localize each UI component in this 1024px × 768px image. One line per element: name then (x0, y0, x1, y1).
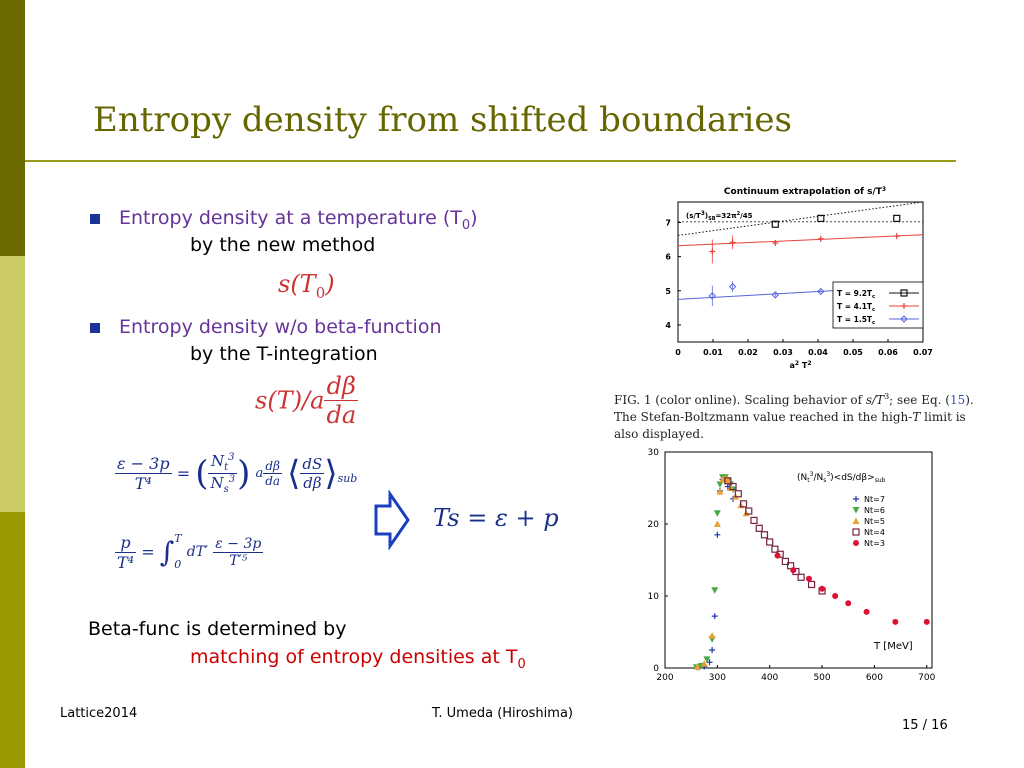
right-arrow-icon (372, 490, 412, 550)
data-point (819, 586, 825, 592)
formula-thermodynamic-relation: Ts = ε + p (433, 504, 559, 532)
data-point (709, 249, 715, 255)
bullet-2-text: Entropy density w/o beta-function (119, 316, 442, 338)
data-point (775, 553, 781, 559)
data-point (712, 613, 718, 619)
y-tick-label: 20 (647, 520, 659, 530)
data-point (809, 581, 815, 587)
data-point (714, 510, 721, 517)
x-tick-label: 300 (708, 673, 726, 683)
sb-label: $(s/T3)_{SB}=32\pi^2/45$ (686, 210, 753, 222)
data-point (709, 647, 715, 653)
x-tick-label: 700 (918, 673, 936, 683)
x-axis-label: T [MeV] (874, 641, 913, 652)
legend-marker (853, 518, 860, 525)
x-tick-label: 0.02 (738, 348, 758, 357)
data-point (806, 576, 812, 582)
bullet-2-subtext: by the T-integration (190, 343, 378, 365)
chart-title: Continuum extrapolation of $s/T^3$ (723, 186, 887, 197)
data-point (894, 233, 900, 239)
x-tick-label: 400 (761, 673, 779, 683)
y-tick-label: 0 (653, 664, 659, 674)
formula-s-T-over-a: s(T)/a $\frac{d\beta}{da}$ (255, 372, 357, 429)
data-point (798, 574, 804, 580)
bullet-square-icon (90, 323, 100, 333)
formula-s-T0: $s(T_0)$ (278, 270, 335, 302)
sidebar-bar-light (0, 256, 25, 512)
y-tick-label: 6 (665, 252, 671, 262)
data-point (832, 593, 838, 599)
y-tick-label: 10 (647, 592, 659, 602)
plot-frame (665, 452, 932, 668)
data-point (767, 539, 773, 545)
beta-note-red: matching of entropy densities at $T_0$ (190, 646, 526, 672)
data-point (924, 619, 930, 625)
continuum-extrapolation-chart (614, 180, 986, 385)
legend-label: Nt=3 (864, 539, 885, 548)
x-tick-label: 500 (813, 673, 831, 683)
legend-label: $T = 4.1T_c$ (837, 302, 876, 313)
data-point (716, 481, 723, 488)
data-point (864, 609, 870, 615)
legend-title: $(N_t^3/N_s^3)<dS/d\beta>_{sub}$ (797, 471, 886, 484)
bullet-1-text: Entropy density at a temperature $(T_0)$ (119, 207, 478, 233)
legend-marker (853, 540, 859, 546)
formula-trace-anomaly: $\frac{\varepsilon - 3p}{\text{T⁴}}$ = ( $\frac{N_t^3}{N_s^3}$ ) a $\frac{d\beta}{da}$ ⟨ $\frac{dS}{d\beta}$ $⟩_{sub}$ (117, 452, 358, 495)
x-axis-label: $a^2$ $T^2$ (789, 360, 812, 370)
bullet-1-subtext: by the new method (190, 234, 376, 256)
data-point (818, 236, 824, 242)
sidebar-bar-dark (0, 0, 25, 256)
data-point (709, 632, 716, 639)
legend-label: Nt=7 (864, 495, 885, 504)
data-point (714, 521, 721, 528)
x-tick-label: 0.06 (878, 348, 898, 357)
legend-label: $T = 1.5T_c$ (837, 315, 876, 326)
legend-marker (853, 496, 859, 502)
data-point (892, 619, 898, 625)
x-tick-label: 600 (865, 673, 884, 683)
data-point (761, 532, 767, 538)
beta-note: Beta-func is determined by (88, 618, 347, 640)
data-point (714, 532, 720, 538)
legend-label: Nt=4 (864, 528, 885, 537)
x-tick-label: 0.01 (703, 348, 723, 357)
footer-conference: Lattice2014 (60, 706, 138, 721)
x-tick-label: 0.04 (808, 348, 828, 357)
legend-label: $T = 9.2T_c$ (837, 289, 876, 300)
x-tick-label: 0.05 (843, 348, 863, 357)
dS-dbeta-chart (614, 442, 986, 687)
legend-label: Nt=6 (864, 506, 885, 515)
y-tick-label: 5 (665, 286, 671, 296)
data-point (711, 587, 718, 594)
data-point (845, 600, 851, 606)
data-point (756, 525, 762, 531)
x-tick-label: 0 (675, 348, 681, 357)
x-tick-label: 0.07 (913, 348, 933, 357)
fit-line (678, 235, 923, 246)
slide-title: Entropy density from shifted boundaries (93, 100, 792, 140)
legend-marker (853, 529, 859, 535)
page-number: 15 / 16 (902, 718, 948, 733)
data-point (790, 567, 796, 573)
sidebar-bar-olive (0, 512, 25, 768)
figure-caption: FIG. 1 (color online). Scaling behavior of $s/T^3$; see Eq. (15). The Stefan-Boltzmann value reached in the high-T limit is also displayed. (614, 392, 974, 441)
legend-label: Nt=5 (864, 517, 885, 526)
data-point (894, 215, 900, 221)
data-point (730, 239, 736, 245)
formula-pressure-integral: $\frac{p}{\text{T⁴}}$ = ∫ T 0 dT′ $\frac{\varepsilon - 3p}{\text{T′⁵}}$ (117, 532, 262, 572)
bullet-square-icon (90, 214, 100, 224)
x-tick-label: 0.03 (773, 348, 793, 357)
data-point (751, 517, 757, 523)
y-tick-label: 4 (665, 320, 671, 330)
y-tick-label: 7 (665, 218, 671, 228)
legend-marker (853, 507, 860, 514)
y-tick-label: 30 (647, 448, 659, 458)
footer-author: T. Umeda (Hiroshima) (432, 706, 573, 721)
title-divider (25, 160, 956, 162)
x-tick-label: 200 (656, 673, 674, 683)
